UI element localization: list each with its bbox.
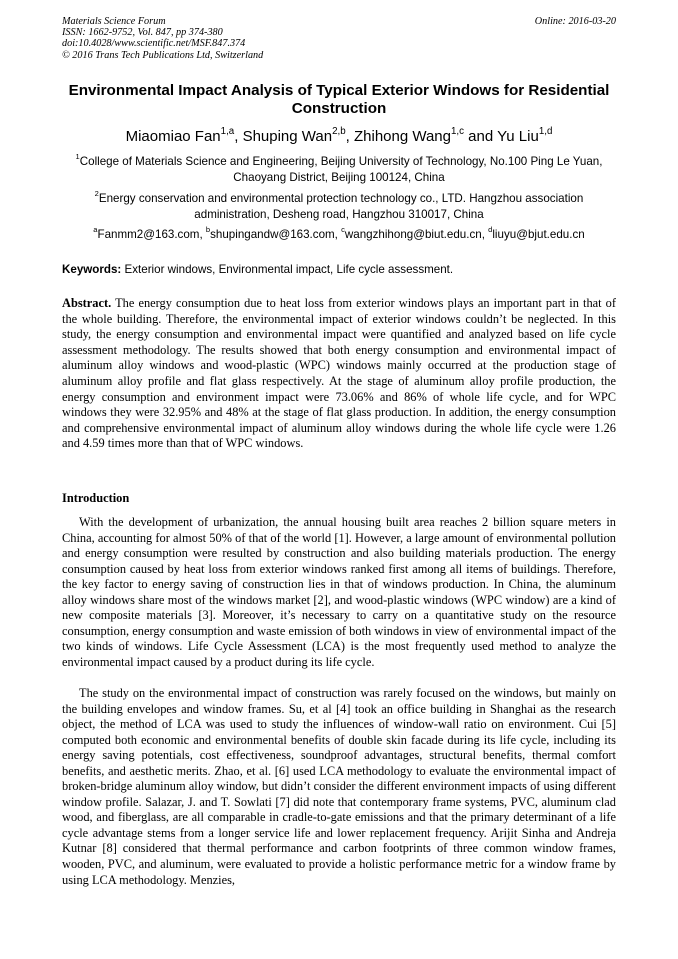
affiliation-1 [62, 154, 616, 186]
keywords-text: Exterior windows, Environmental impact, Life cycle assessment. [121, 263, 454, 276]
email-address: wangzhihong@biut.edu.cn, [344, 228, 489, 241]
body-paragraph: The study on the environmental impact of construction was rarely focused on the windows, but mainly on the building envelopes and window frames. Su, et al [4] took an office building in Shanghai as the research object, the method of LCA was used to study the influences of window-wall ratio on environment. Cui [5] computed both economic and environmental benefits of double skin facade during its life cycle, including its energy saving potentials, cost effectiveness, soundproof advantages, structural benefits, thermal comfort benefits, and aesthetic merits. Zhao, et al. [6] used LCA methodology to evaluate the environmental impact of broken-bridge aluminum alloy window, but didn’t consider the different environment impacts of using different window profile. Salazar, J. and T. Sowlati [7] did note that contemporary frame systems, PVC, aluminum clad wood, and fiberglass, are all comparable in cradle-to-gate emissions and that the primary determinant of a life cycle advantage stems from a longer service life and lower replacement frequency. Arijit Sinha and Andreja Kutnar [8] considered that thermal performance and carbon footprints of three common window frames, wooden, PVC, and aluminum, were evaluated to provide a holistic performance metric for a window frame by using LCA methodology. Menzies, [62, 686, 616, 887]
issn-line: ISSN: 1662-9752, Vol. 847, pp 374-380 [62, 27, 223, 39]
author-name: Zhihong Wang [353, 128, 451, 145]
email-mark: a [93, 225, 98, 235]
affiliation-mark: 1 [75, 152, 80, 162]
affiliation-mark: 2 [94, 189, 99, 199]
email-mark: b [205, 225, 211, 235]
abstract-label: Abstract. [62, 296, 112, 310]
author-mark: 1,a [220, 126, 235, 137]
keywords [62, 262, 616, 278]
body-paragraph: With the development of urbanization, the annual housing built area reaches 2 billion square meters in China, accounting for almost 50% of that of the world [1]. However, a large amount of environmental pollution and energy consumption were resulted by construction and also building materials production. The energy consumption caused by heat loss from exterior windows ranked first among all items of buildings. Therefore, the key factor to energy saving of construction lies in that of windows production. In China, the aluminum alloy windows share most of the windows market [2], and wood-plastic windows (WPC window) are a kind of new composite materials [3]. Moreover, it’s necessary to carry on a quantitative study on the resource consumption, energy consumption and waste emission of both windows in view of environmental impact of the two kinds of windows. Life Cycle Assessment (LCA) is the most frequently used method to analyze the environmental impact caused by a product during its life cycle. [62, 515, 616, 669]
author-separator: , [234, 128, 243, 145]
affiliation-text: College of Materials Science and Engineering, Beijing University of Technology, No.100 Ping Le Yuan, Chaoyang District, Beijing 100124, China [79, 155, 603, 184]
author-name: Yu Liu [497, 128, 539, 145]
author-separator: and [464, 128, 498, 145]
author-mark: 1,d [538, 126, 553, 137]
abstract [62, 296, 616, 452]
email-address: shupingandw@163.com, [210, 228, 342, 241]
paper-title: Environmental Impact Analysis of Typical Exterior Windows for Residential Construction [68, 82, 610, 117]
affiliation-2 [62, 191, 616, 223]
author-separator: , [345, 128, 354, 145]
author-name: Miaomiao Fan [125, 128, 221, 145]
copyright-line: © 2016 Trans Tech Publications Ltd, Switzerland [62, 49, 264, 61]
email-mark: d [488, 225, 493, 235]
section-heading-introduction: Introduction [62, 491, 130, 505]
journal-header [62, 16, 616, 61]
keywords-label: Keywords: [62, 263, 122, 276]
author-mark: 2,b [332, 126, 346, 137]
journal-name: Materials Science Forum [62, 16, 166, 27]
email-address: Fanmm2@163.com, [97, 228, 206, 241]
online-date: Online: 2016-03-20 [534, 16, 616, 27]
email-mark: c [341, 225, 345, 235]
abstract-text: The energy consumption due to heat loss from exterior windows plays an important part in that of the whole building. Therefore, the environmental impact of exterior windows couldn’t be neglected. In this study, the energy consumption and environmental impact were quantified and analyzed based on life cycle assessment methodology. The results showed that both energy consumption and environmental impact of aluminum alloy windows and wood-plastic (WPC) windows mainly occurred at the production stage of aluminum alloy profile and flat glass respectively. At the stage of aluminum alloy profile production, the energy consumption and environment impact were 73.06% and 86% of whole life cycle, and for WPC windows they were 32.95% and 48% at the stage of flat glass production. In addition, the energy consumption and comprehensive environmental impact of aluminum alloy windows during the whole life cycle were 1.26 and 4.59 times more than that of WPC windows. [62, 296, 616, 451]
email-address: liuyu@bjut.edu.cn [492, 228, 585, 241]
author-mark: 1,c [451, 126, 465, 137]
email-list [62, 227, 616, 243]
author-name: Shuping Wan [242, 128, 333, 145]
author-list [62, 128, 616, 146]
doi-line: doi:10.4028/www.scientific.net/MSF.847.374 [62, 38, 246, 50]
affiliation-text: Energy conservation and environmental protection technology co., LTD. Hangzhou association administration, Desheng road, Hangzhou 310017, China [98, 192, 584, 221]
